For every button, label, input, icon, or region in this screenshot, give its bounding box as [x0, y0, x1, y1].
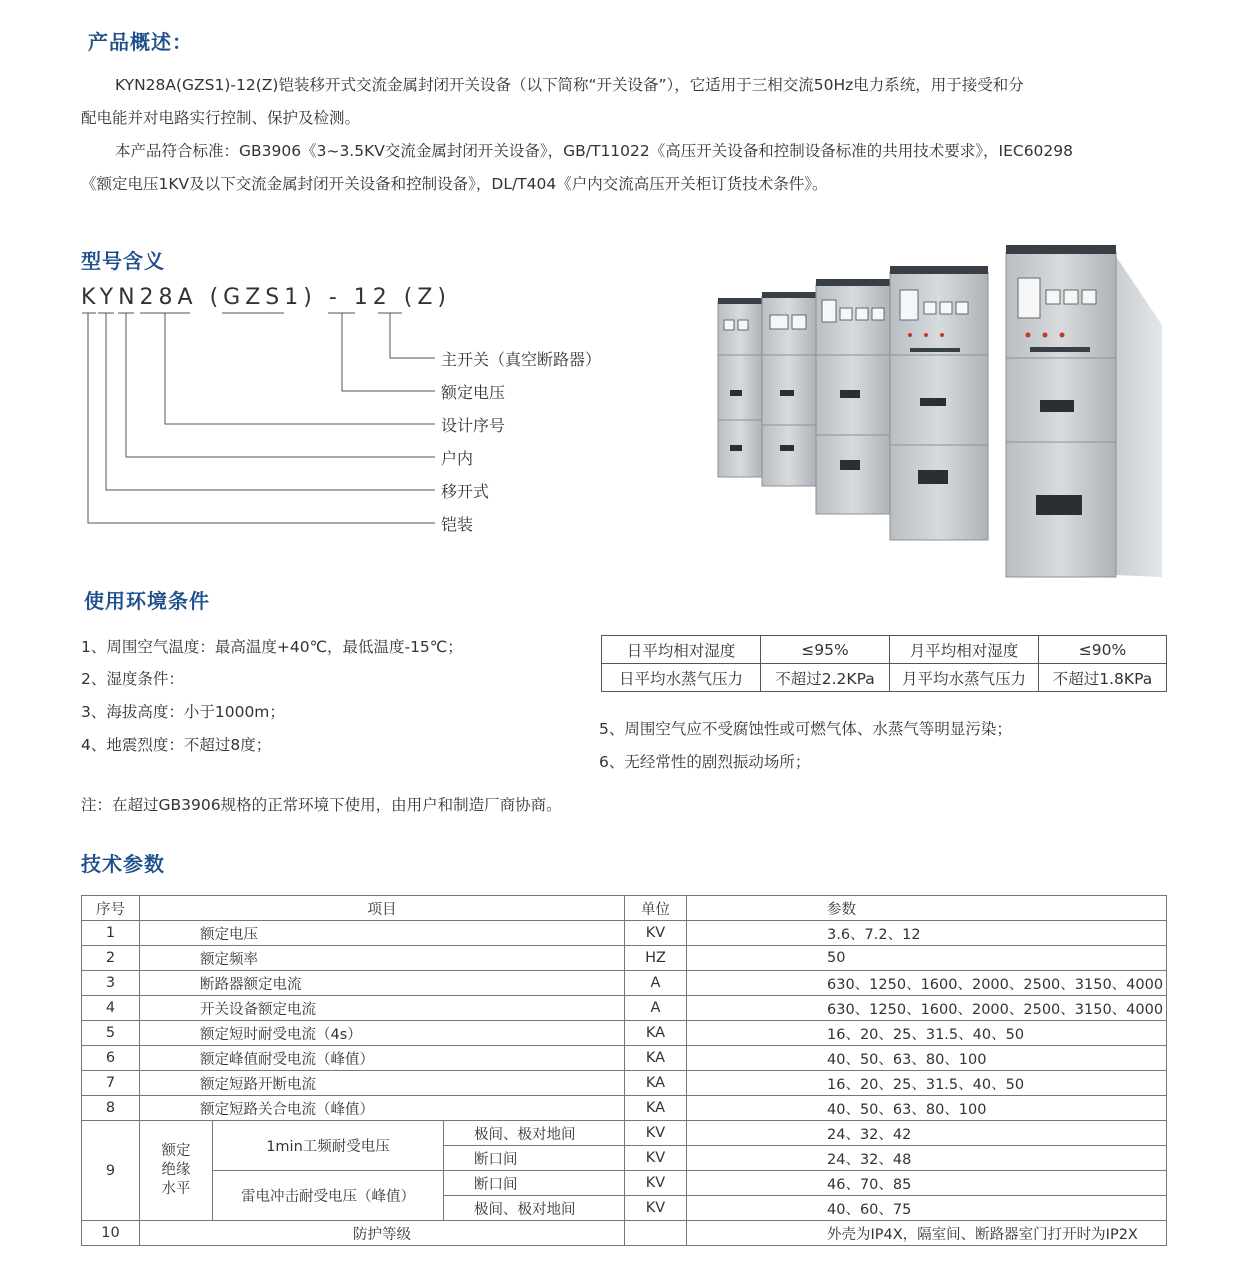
- row-condition: 极间、极对地间: [444, 1196, 625, 1221]
- switchgear-product-image: [700, 230, 1180, 590]
- row-param: 3.6、7.2、12: [687, 921, 1167, 946]
- row-no: 1: [82, 921, 140, 946]
- env-item-1: 1、周围空气温度：最高温度+40℃，最低温度-15℃；: [81, 638, 463, 656]
- row-param: 630、1250、1600、2000、2500、3150、4000: [687, 996, 1167, 1021]
- model-heading: 型号含义: [81, 249, 165, 273]
- row-param: 40、60、75: [687, 1196, 1167, 1221]
- env-item-6: 6、无经常性的剧烈振动场所；: [599, 753, 811, 771]
- humidity-cell: ≤90%: [1039, 636, 1167, 664]
- header-param: 参数: [687, 896, 1167, 921]
- table-row: [82, 1046, 1167, 1071]
- overview-p1-line1: KYN28A(GZS1)-12(Z)铠装移开式交流金属封闭开关设备（以下简称“开关设备”），它适用于三相交流50Hz电力系统，用于接受和分: [115, 76, 1024, 94]
- overview-heading: 产品概述：: [88, 30, 193, 54]
- row-subitem: 1min工频耐受电压: [213, 1121, 444, 1171]
- env-item-2: 2、湿度条件：: [81, 670, 184, 688]
- row-param: 24、32、42: [687, 1121, 1167, 1146]
- table-row: [82, 1096, 1167, 1121]
- row-group-label: 额定 绝缘 水平: [140, 1121, 213, 1221]
- row-unit: HZ: [625, 946, 687, 971]
- header-unit: 单位: [625, 896, 687, 921]
- row-item: 额定电压: [140, 921, 625, 946]
- row-param: 50: [687, 946, 1167, 971]
- row-no: 5: [82, 1021, 140, 1046]
- row-unit: KV: [625, 1171, 687, 1196]
- table-row: [82, 1021, 1167, 1046]
- humidity-cell: 不超过2.2KPa: [761, 664, 890, 692]
- overview-p2-line2: 《额定电压1KV及以下交流金属封闭开关设备和控制设备》，DL/T404《户内交流高压开关柜订货技术条件》。: [81, 175, 828, 193]
- row-condition: 断口间: [444, 1146, 625, 1171]
- env-item-3: 3、海拔高度：小于1000m；: [81, 703, 285, 721]
- row-item: 开关设备额定电流: [140, 996, 625, 1021]
- legend-withdrawable: 移开式: [441, 482, 490, 501]
- tech-params-table: [81, 895, 1167, 1246]
- row-param: 24、32、48: [687, 1146, 1167, 1171]
- row-item: 防护等级: [140, 1221, 625, 1246]
- table-row: [602, 636, 1167, 664]
- table-header-row: [82, 896, 1167, 921]
- row-unit: [625, 1221, 687, 1246]
- env-item-4: 4、地震烈度：不超过8度；: [81, 736, 272, 754]
- humidity-cell: 月平均水蒸气压力: [890, 664, 1039, 692]
- row-unit: A: [625, 971, 687, 996]
- row-unit: KV: [625, 1196, 687, 1221]
- overview-p2-line1: 本产品符合标准：GB3906《3~3.5KV交流金属封闭开关设备》，GB/T11022《高压开关设备和控制设备标准的共用技术要求》，IEC60298: [115, 142, 1073, 160]
- header-no: 序号: [82, 896, 140, 921]
- row-param: 16、20、25、31.5、40、50: [687, 1071, 1167, 1096]
- row-param: 40、50、63、80、100: [687, 1096, 1167, 1121]
- row-no: 10: [82, 1221, 140, 1246]
- row-item: 断路器额定电流: [140, 971, 625, 996]
- row-unit: A: [625, 996, 687, 1021]
- humidity-cell: 日平均水蒸气压力: [602, 664, 761, 692]
- row-no: 4: [82, 996, 140, 1021]
- row-param: 630、1250、1600、2000、2500、3150、4000: [687, 971, 1167, 996]
- table-row: [82, 946, 1167, 971]
- legend-design-number: 设计序号: [441, 416, 506, 435]
- table-row: [82, 1171, 1167, 1196]
- legend-indoor: 户内: [441, 449, 474, 468]
- row-condition: 极间、极对地间: [444, 1121, 625, 1146]
- row-param: 16、20、25、31.5、40、50: [687, 1021, 1167, 1046]
- humidity-cell: ≤95%: [761, 636, 890, 664]
- row-unit: KV: [625, 921, 687, 946]
- row-item: 额定短路开断电流: [140, 1071, 625, 1096]
- table-row: [82, 996, 1167, 1021]
- legend-main-switch: 主开关（真空断路器）: [441, 350, 602, 369]
- humidity-table: [601, 635, 1167, 692]
- row-unit: KV: [625, 1121, 687, 1146]
- row-item: 额定短路关合电流（峰值）: [140, 1096, 625, 1121]
- humidity-cell: 日平均相对湿度: [602, 636, 761, 664]
- model-code: KYN28A (GZS1) - 12 (Z): [81, 285, 451, 310]
- table-row: [82, 1221, 1167, 1246]
- row-no: 6: [82, 1046, 140, 1071]
- row-unit: KA: [625, 1071, 687, 1096]
- header-item: 项目: [140, 896, 625, 921]
- humidity-cell: 月平均相对湿度: [890, 636, 1039, 664]
- row-no: 8: [82, 1096, 140, 1121]
- row-unit: KA: [625, 1096, 687, 1121]
- model-legend-lines: [0, 0, 640, 545]
- table-row: [82, 921, 1167, 946]
- table-row: [82, 1121, 1167, 1146]
- environment-note: 注：在超过GB3906规格的正常环境下使用，由用户和制造厂商协商。: [81, 796, 562, 814]
- tech-heading: 技术参数: [81, 852, 165, 876]
- humidity-cell: 不超过1.8KPa: [1039, 664, 1167, 692]
- row-param: 40、50、63、80、100: [687, 1046, 1167, 1071]
- row-item: 额定短时耐受电流（4s）: [140, 1021, 625, 1046]
- row-param: 46、70、85: [687, 1171, 1167, 1196]
- row-no: 3: [82, 971, 140, 996]
- row-unit: KA: [625, 1046, 687, 1071]
- row-unit: KA: [625, 1021, 687, 1046]
- row-unit: KV: [625, 1146, 687, 1171]
- row-condition: 断口间: [444, 1171, 625, 1196]
- row-no: 9: [82, 1121, 140, 1221]
- overview-p1-line2: 配电能并对电路实行控制、保护及检测。: [81, 109, 361, 127]
- row-param: 外壳为IP4X，隔室间、断路器室门打开时为IP2X: [687, 1221, 1167, 1246]
- row-no: 2: [82, 946, 140, 971]
- legend-armored: 铠装: [441, 515, 474, 534]
- env-item-5: 5、周围空气应不受腐蚀性或可燃气体、水蒸气等明显污染；: [599, 720, 1012, 738]
- row-no: 7: [82, 1071, 140, 1096]
- row-subitem: 雷电冲击耐受电压（峰值）: [213, 1171, 444, 1221]
- table-row: [602, 664, 1167, 692]
- legend-rated-voltage: 额定电压: [441, 383, 506, 402]
- environment-heading: 使用环境条件: [84, 589, 210, 613]
- table-row: [82, 971, 1167, 996]
- row-item: 额定频率: [140, 946, 625, 971]
- row-item: 额定峰值耐受电流（峰值）: [140, 1046, 625, 1071]
- table-row: [82, 1071, 1167, 1096]
